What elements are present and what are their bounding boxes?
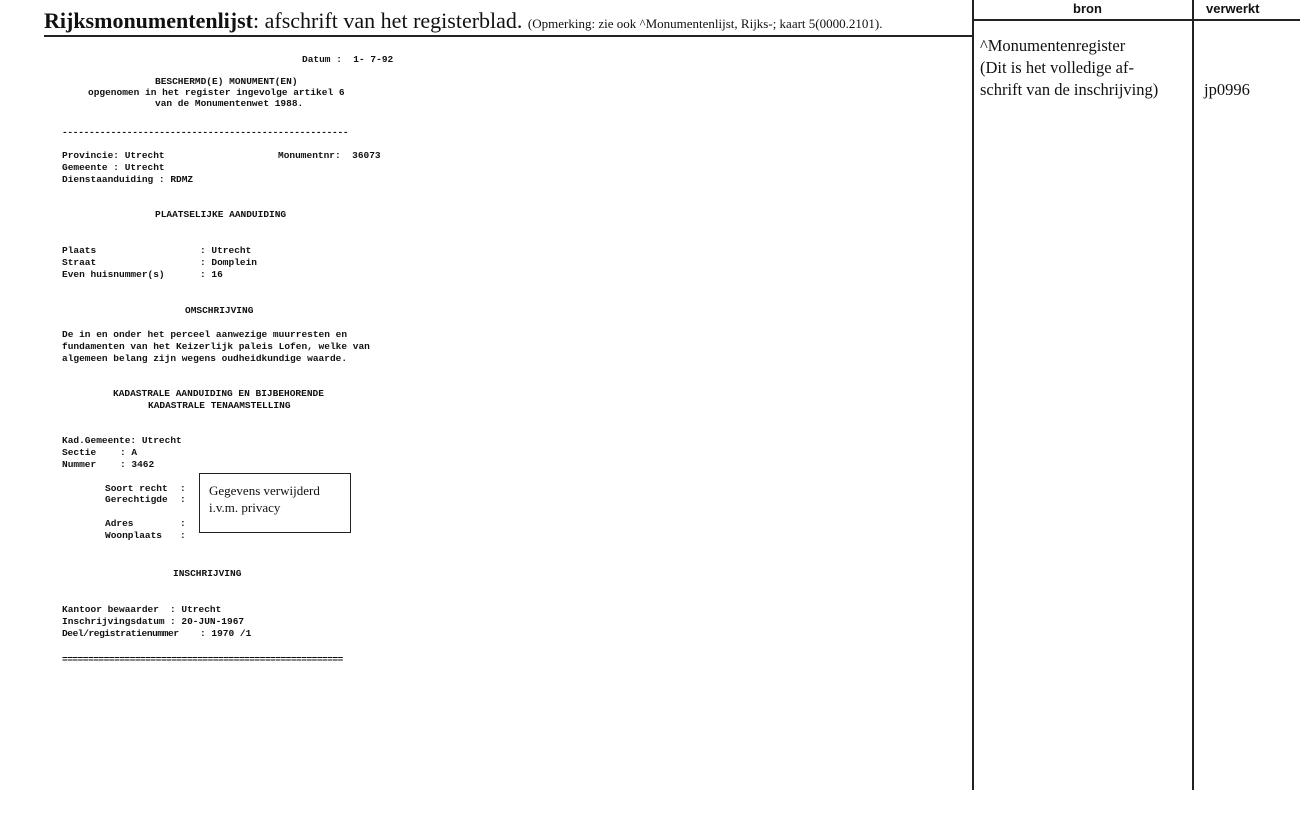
field-label: Soort recht <box>105 483 168 494</box>
datum: Datum : 1- 7-92 <box>302 54 394 65</box>
field-value: : <box>180 518 186 529</box>
description-line: De in en onder het perceel aanwezige muurresten en <box>62 329 348 340</box>
section-heading: PLAATSELIJKE AANDUIDING <box>155 209 287 220</box>
dienstaanduiding: Dienstaanduiding : RDMZ <box>62 174 194 185</box>
field-value: : <box>180 483 186 494</box>
field-value: : Utrecht <box>170 604 222 615</box>
field-value: : 20-JUN-1967 <box>170 616 245 627</box>
verwerkt-value: jp0996 <box>1204 80 1250 99</box>
page-title <box>44 8 882 34</box>
field-value: : Utrecht <box>200 245 252 256</box>
field-value: : <box>180 530 186 541</box>
field-value: : 3462 <box>120 459 155 470</box>
field-label: Straat <box>62 257 97 268</box>
provincie: Provincie: Utrecht <box>62 150 165 161</box>
field-value: : 1970 /1 <box>200 628 252 639</box>
field-label: Inschrijvingsdatum <box>62 616 165 627</box>
kad-gemeente: Kad.Gemeente: Utrecht <box>62 435 182 446</box>
field-value: : Domplein <box>200 257 258 268</box>
field-label: Kantoor bewaarder <box>62 604 159 615</box>
section-heading: KADASTRALE TENAAMSTELLING <box>148 400 291 411</box>
privacy-notice-box <box>199 473 351 533</box>
heading-line: van de Monumentenwet 1988. <box>155 98 304 109</box>
field-value: : A <box>120 447 138 458</box>
field-value: : <box>180 494 186 505</box>
title-bold: Rijksmonumentenlijst <box>44 8 254 33</box>
privacy-line: i.v.m. privacy <box>209 500 281 515</box>
privacy-line: Gegevens verwijderd <box>209 483 320 498</box>
section-heading: INSCHRIJVING <box>173 568 242 579</box>
bron-line: (Dit is het volledige af- <box>980 58 1134 77</box>
field-label: Even huisnummer(s) <box>62 269 165 280</box>
column-header-bron: bron <box>1073 1 1102 16</box>
gemeente: Gemeente : Utrecht <box>62 162 165 173</box>
bron-line: schrift van de inschrijving) <box>980 80 1159 99</box>
field-label: Woonplaats <box>105 530 163 541</box>
field-label: Nummer <box>62 459 97 470</box>
heading-line: BESCHERMD(E) MONUMENT(EN) <box>155 76 298 87</box>
title-rest: : afschrift van het registerblad. <box>253 8 523 33</box>
monumentnr: Monumentnr: 36073 <box>278 150 381 161</box>
heading-line: opgenomen in het register ingevolge artikel 6 <box>88 87 345 98</box>
divider-end: ====================================================== <box>62 654 343 665</box>
description-line: fundamenten van het Keizerlijk paleis Lofen, welke van <box>62 341 370 352</box>
description-line: algemeen belang zijn wegens oudheidkundige waarde. <box>62 353 348 364</box>
side-table-border-mid <box>1192 0 1194 790</box>
section-heading: KADASTRALE AANDUIDING EN BIJBEHORENDE <box>113 388 324 399</box>
field-label: Gerechtigde <box>105 494 168 505</box>
field-label: Plaats <box>62 245 97 256</box>
side-table-border-left <box>972 0 974 790</box>
field-label: Deel/registratienummer <box>62 628 179 639</box>
side-table-header-line <box>973 19 1300 21</box>
divider: ----------------------------------------------------- <box>62 127 349 138</box>
column-header-verwerkt: verwerkt <box>1206 1 1260 16</box>
field-label: Adres <box>105 518 134 529</box>
field-label: Sectie <box>62 447 97 458</box>
bron-line: ^Monumentenregister <box>980 36 1126 55</box>
title-note: (Opmerking: zie ook ^Monumentenlijst, Rijks-; kaart 5(0000.2101). <box>527 16 883 31</box>
title-underline <box>44 35 974 37</box>
field-value: : 16 <box>200 269 223 280</box>
section-heading: OMSCHRIJVING <box>185 305 254 316</box>
